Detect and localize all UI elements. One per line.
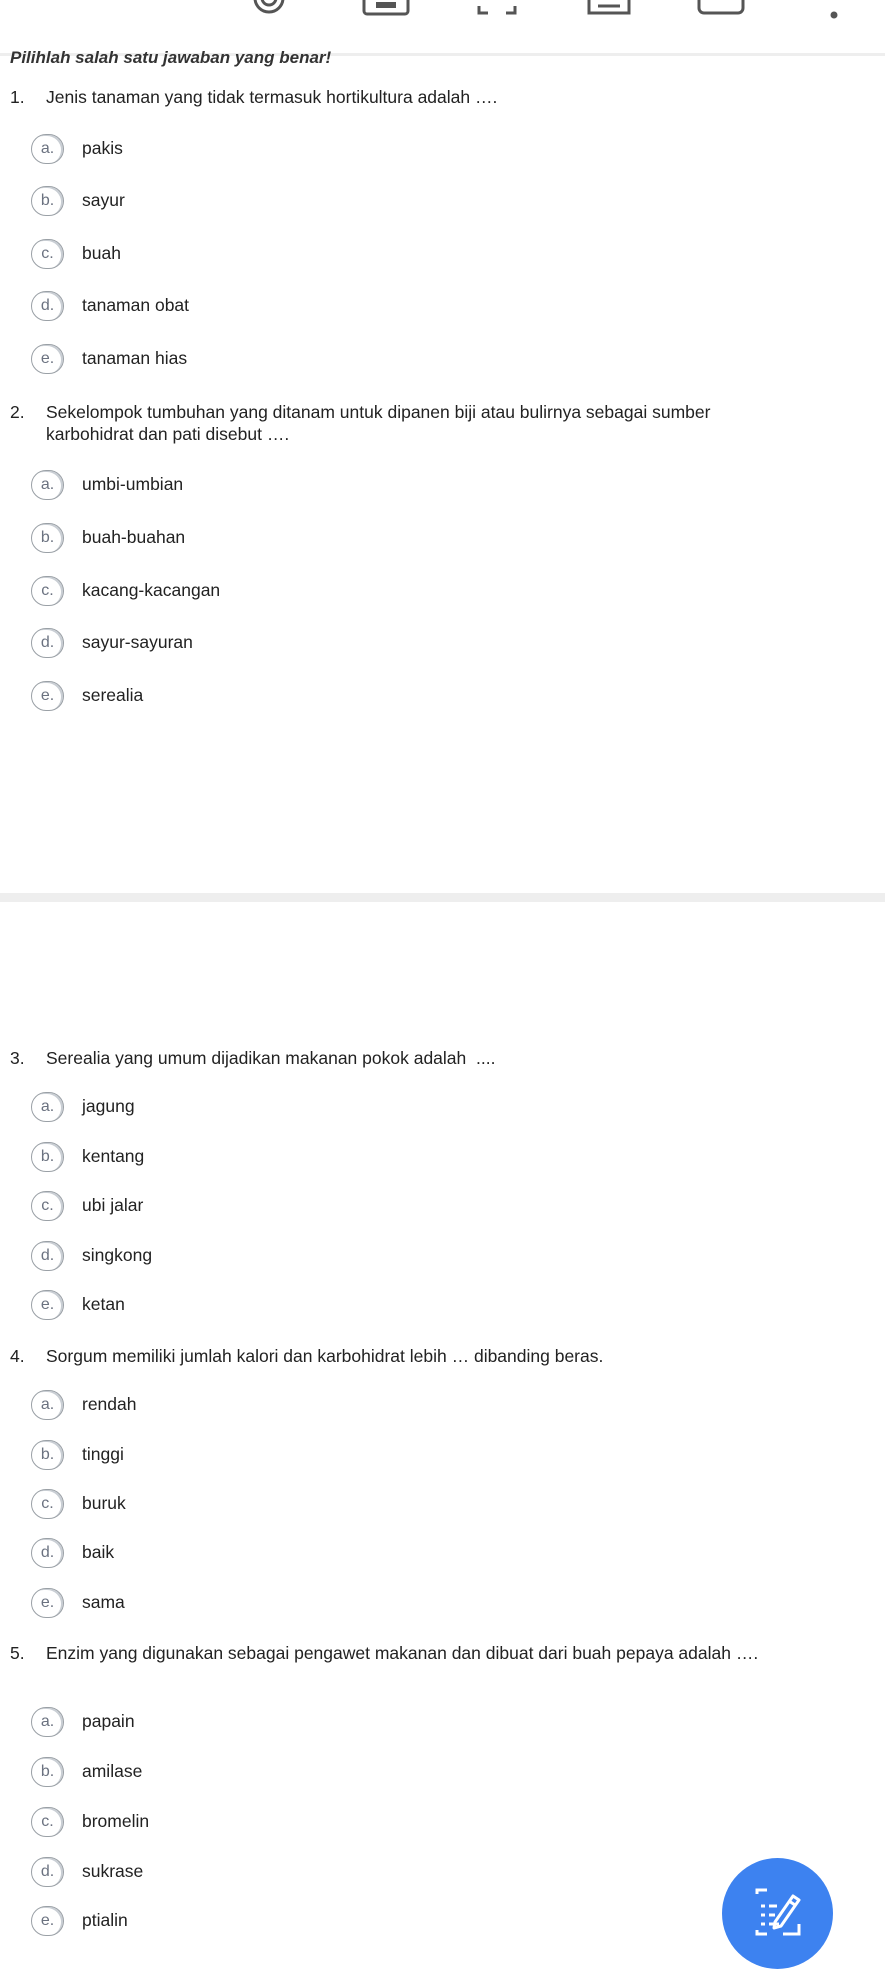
option-label: umbi-umbian	[82, 474, 184, 494]
option-label: kentang	[82, 1146, 145, 1166]
option-d[interactable]	[31, 628, 431, 660]
option-a[interactable]	[31, 1707, 431, 1739]
option-bubble[interactable]: b.	[31, 186, 64, 216]
option-bubble[interactable]: c.	[31, 576, 64, 606]
option-label: pakis	[82, 138, 123, 158]
option-e[interactable]	[31, 344, 431, 376]
option-b[interactable]	[31, 1757, 431, 1789]
question-number: 2.	[10, 402, 25, 422]
option-label: papain	[82, 1711, 135, 1731]
option-label: sayur	[82, 190, 125, 210]
option-d[interactable]	[31, 1241, 431, 1273]
option-bubble[interactable]: a.	[31, 1092, 64, 1122]
option-e[interactable]	[31, 1906, 431, 1938]
option-b[interactable]	[31, 186, 431, 218]
option-e[interactable]	[31, 1290, 431, 1322]
option-label: jagung	[82, 1096, 135, 1116]
dot-icon	[829, 7, 839, 25]
option-bubble[interactable]: b.	[31, 523, 64, 553]
option-c[interactable]	[31, 576, 431, 608]
option-bubble[interactable]: d.	[31, 291, 64, 321]
option-d[interactable]	[31, 1857, 431, 1889]
option-a[interactable]	[31, 134, 431, 166]
option-label: ubi jalar	[82, 1195, 144, 1215]
option-label: sayur-sayuran	[82, 632, 193, 652]
option-label: tanaman obat	[82, 295, 190, 315]
option-label: buah-buahan	[82, 527, 186, 547]
question-body: Enzim yang digunakan sebagai pengawet makanan dan dibuat dari buah pepaya adalah ….	[46, 1643, 759, 1663]
option-bubble[interactable]: a.	[31, 1707, 64, 1737]
question-text	[10, 1642, 760, 1664]
option-b[interactable]	[31, 523, 431, 555]
question-text	[10, 86, 760, 108]
option-bubble[interactable]: c.	[31, 1191, 64, 1221]
question-number: 1.	[10, 87, 25, 107]
option-bubble[interactable]: c.	[31, 1489, 64, 1519]
option-bubble[interactable]: d.	[31, 1857, 64, 1887]
option-c[interactable]	[31, 1489, 431, 1521]
option-bubble[interactable]: c.	[31, 239, 64, 269]
option-bubble[interactable]: d.	[31, 1241, 64, 1271]
option-bubble[interactable]: e.	[31, 681, 64, 711]
crop-icon[interactable]	[476, 0, 518, 23]
question-number: 3.	[10, 1048, 25, 1068]
question-body: Sorgum memiliki jumlah kalori dan karbohidrat lebih … dibanding beras.	[46, 1346, 604, 1366]
option-label: rendah	[82, 1394, 137, 1414]
option-bubble[interactable]: e.	[31, 1588, 64, 1618]
option-bubble[interactable]: c.	[31, 1807, 64, 1837]
option-label: ptialin	[82, 1910, 128, 1930]
option-label: singkong	[82, 1245, 153, 1265]
option-bubble[interactable]: b.	[31, 1440, 64, 1470]
option-bubble[interactable]: b.	[31, 1142, 64, 1172]
option-bubble[interactable]: e.	[31, 1290, 64, 1320]
refresh-icon[interactable]	[252, 0, 286, 23]
option-label: buruk	[82, 1493, 126, 1513]
option-d[interactable]	[31, 1538, 431, 1570]
option-e[interactable]	[31, 1588, 431, 1620]
question-text	[10, 401, 760, 445]
option-bubble[interactable]: e.	[31, 1906, 64, 1936]
option-b[interactable]	[31, 1142, 431, 1174]
option-d[interactable]	[31, 291, 431, 323]
option-label: sama	[82, 1592, 125, 1612]
option-bubble[interactable]: a.	[31, 134, 64, 164]
edit-fab-button[interactable]	[722, 1858, 833, 1969]
rounded-square-icon[interactable]	[696, 0, 746, 23]
option-label: buah	[82, 243, 121, 263]
option-bubble[interactable]: a.	[31, 1390, 64, 1420]
option-bubble[interactable]: a.	[31, 470, 64, 500]
top-toolbar	[0, 0, 885, 54]
instruction-text: Pilihlah salah satu jawaban yang benar!	[10, 48, 332, 67]
question-body: Jenis tanaman yang tidak termasuk hortikultura adalah ….	[46, 87, 498, 107]
option-label: tanaman hias	[82, 348, 188, 368]
option-b[interactable]	[31, 1440, 431, 1472]
option-label: ketan	[82, 1294, 125, 1314]
option-e[interactable]	[31, 681, 431, 713]
question-text	[10, 1345, 760, 1367]
option-label: baik	[82, 1542, 115, 1562]
question-number: 4.	[10, 1346, 25, 1366]
question-number: 5.	[10, 1643, 25, 1663]
option-bubble[interactable]: d.	[31, 1538, 64, 1568]
tab-icon[interactable]	[362, 0, 410, 23]
option-label: amilase	[82, 1761, 143, 1781]
option-c[interactable]	[31, 1191, 431, 1223]
option-a[interactable]	[31, 470, 431, 502]
question-body: Sekelompok tumbuhan yang ditanam untuk dipanen biji atau bulirnya sebagai sumber karbohidrat dan pati disebut ….	[46, 402, 711, 444]
option-a[interactable]	[31, 1092, 431, 1124]
option-c[interactable]	[31, 239, 431, 271]
option-bubble[interactable]: b.	[31, 1757, 64, 1787]
page-divider	[0, 893, 885, 902]
option-a[interactable]	[31, 1390, 431, 1422]
option-c[interactable]	[31, 1807, 431, 1839]
square-icon[interactable]	[586, 0, 632, 23]
option-label: tinggi	[82, 1444, 124, 1464]
option-label: bromelin	[82, 1811, 150, 1831]
option-bubble[interactable]: e.	[31, 344, 64, 374]
option-bubble[interactable]: d.	[31, 628, 64, 658]
option-label: sukrase	[82, 1861, 144, 1881]
option-label: serealia	[82, 685, 144, 705]
edit-note-icon	[753, 1888, 803, 1936]
option-label: kacang-kacangan	[82, 580, 221, 600]
question-text	[10, 1047, 760, 1069]
question-body: Serealia yang umum dijadikan makanan pokok adalah ....	[46, 1048, 496, 1068]
